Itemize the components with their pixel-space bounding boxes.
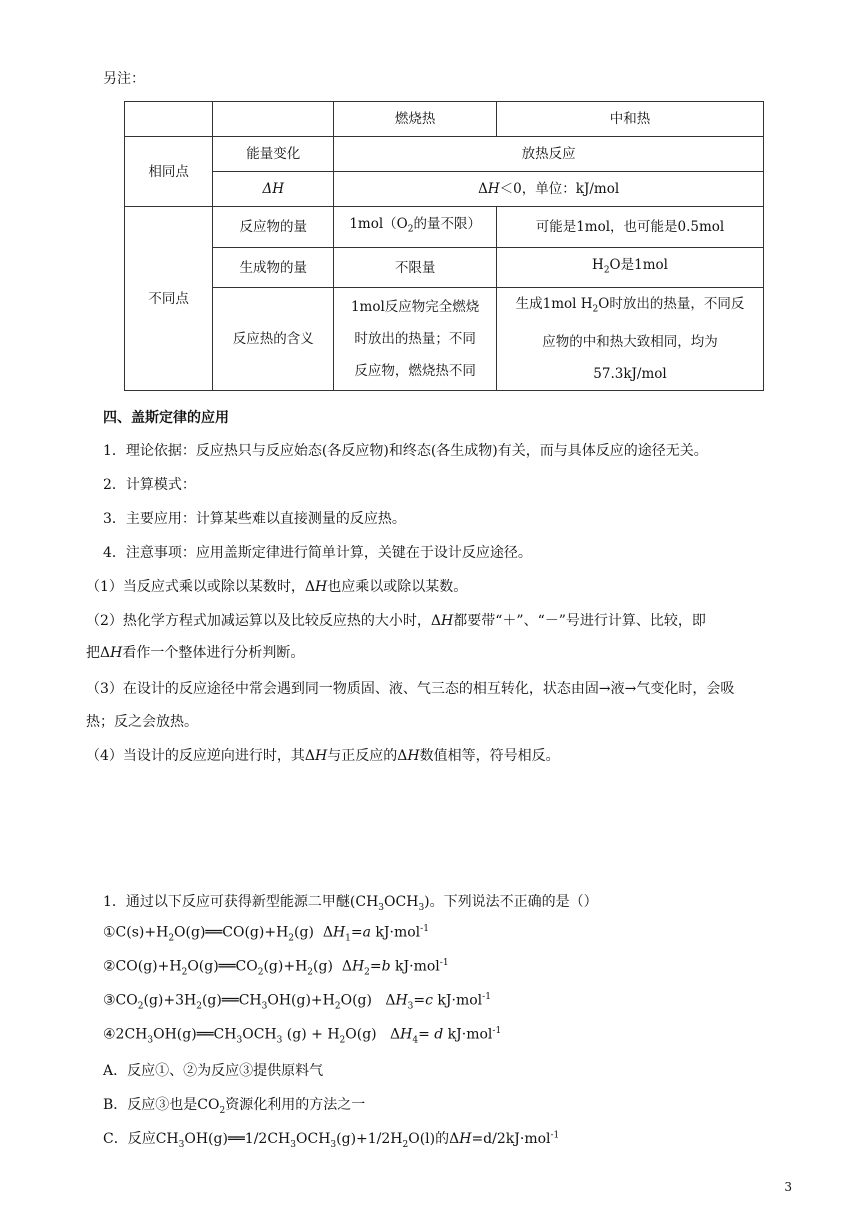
- reaction-line: $②CO(g)+H_2O(g)══CO_2(g)+H_2(g)$ $\Delta H_2=b$ kJ·mol$^{-1}$: [103, 958, 449, 978]
- table-header-combustion: 燃烧热: [334, 102, 497, 137]
- table-header-cell: [125, 102, 213, 137]
- row-label: 能量变化: [213, 137, 334, 172]
- row-label: ΔH: [213, 172, 334, 207]
- option-b: B．反应③也是$CO_2$资源化利用的方法之一: [103, 1097, 366, 1116]
- point-text: 2．计算模式：: [103, 477, 196, 493]
- table-row: [125, 172, 764, 207]
- option-c: C．反应$CH_3OH(g)══1/2CH_3OCH_3(g)+1/2H_2O(l)$的ΔH=d/2kJ·mol$^{-1}$: [103, 1130, 560, 1150]
- cell-line: 生成1mol $H_2O$时放出的热量，不同反: [515, 296, 745, 316]
- row-value-combustion: 不限量: [334, 247, 497, 288]
- point-text: 热；反之会放热。: [86, 714, 198, 730]
- table-row: [125, 207, 764, 248]
- row-label: 反应热的含义: [213, 288, 334, 391]
- question-stem: 1．通过以下反应可获得新型能源二甲醚$(CH_3OCH_3)$。下列说法不正确的是（）: [103, 894, 598, 913]
- point-text: （2）热化学方程式加减运算以及比较反应热的大小时，ΔH都要带“＋”、“－”号进行计算、比较，即: [86, 613, 706, 629]
- reaction-line: $①C(s)+H_2O(g)══CO(g)+H_2(g)$ $\Delta H_1=a$ kJ·mol$^{-1}$: [103, 924, 429, 944]
- row-label: 生成物的量: [213, 247, 334, 288]
- row-label: 反应物的量: [213, 207, 334, 248]
- table-row: [125, 137, 764, 172]
- same-points-label: 相同点: [125, 137, 213, 207]
- table-row: [125, 288, 764, 391]
- row-value-neutralization: 可能是1mol，也可能是0.5mol: [496, 207, 763, 248]
- point-text: （4）当设计的反应逆向进行时，其ΔH与正反应的ΔH数值相等，符号相反。: [86, 748, 560, 764]
- row-value-neutralization: $H_2O$是1mol: [496, 247, 763, 288]
- table-row: [125, 247, 764, 288]
- row-value: ΔH＜0，单位：kJ/mol: [334, 172, 764, 207]
- row-value: 放热反应: [334, 137, 764, 172]
- comparison-table: [124, 101, 764, 391]
- cell-line: 57.3kJ/mol: [593, 366, 667, 383]
- reaction-line: $④2CH_3OH(g)══CH_3OCH_3$ $(g) + H_2O(g)$ $\Delta H_4= d$ kJ·mol$^{-1}$: [103, 1026, 502, 1046]
- cell-line: 应物的中和热大致相同，均为: [542, 334, 718, 351]
- note-label: 另注：: [103, 71, 145, 87]
- option-a: A．反应①、②为反应③提供原料气: [103, 1063, 324, 1079]
- page-number: 3: [784, 1180, 792, 1194]
- point-text: 把ΔH看作一个整体进行分析判断。: [86, 645, 305, 661]
- cell-line: 反应物，燃烧热不同: [354, 363, 476, 380]
- reaction-line: $③CO_2(g)+3H_2(g)══CH_3OH(g)+H_2O(g)$ $\Delta H_3=c$ kJ·mol$^{-1}$: [103, 992, 491, 1012]
- table-header-neutralization: 中和热: [496, 102, 763, 137]
- row-value-combustion: $1mol(O_2$的量不限）: [334, 207, 497, 248]
- row-value-neutralization: [496, 288, 763, 391]
- point-text: （3）在设计的反应途径中常会遇到同一物质固、液、气三态的相互转化，状态由固→液→气变化时，会吸: [86, 681, 735, 697]
- table-header-cell: [213, 102, 334, 137]
- section-title: 四、盖斯定律的应用: [103, 410, 229, 426]
- point-text: 1．理论依据：反应热只与反应始态(各反应物)和终态(各生成物)有关，而与具体反应的途径无关。: [103, 443, 708, 459]
- row-value-combustion: [334, 288, 497, 391]
- point-text: （1）当反应式乘以或除以某数时，ΔH也应乘以或除以某数。: [86, 579, 468, 595]
- diff-points-label: 不同点: [125, 207, 213, 391]
- cell-line: 1mol反应物完全燃烧: [350, 299, 480, 316]
- cell-line: 时放出的热量；不同: [354, 331, 476, 348]
- point-text: 3．主要应用：计算某些难以直接测量的反应热。: [103, 511, 406, 527]
- point-text: 4．注意事项：应用盖斯定律进行简单计算，关键在于设计反应途径。: [103, 545, 532, 561]
- table-header-row: [125, 102, 764, 137]
